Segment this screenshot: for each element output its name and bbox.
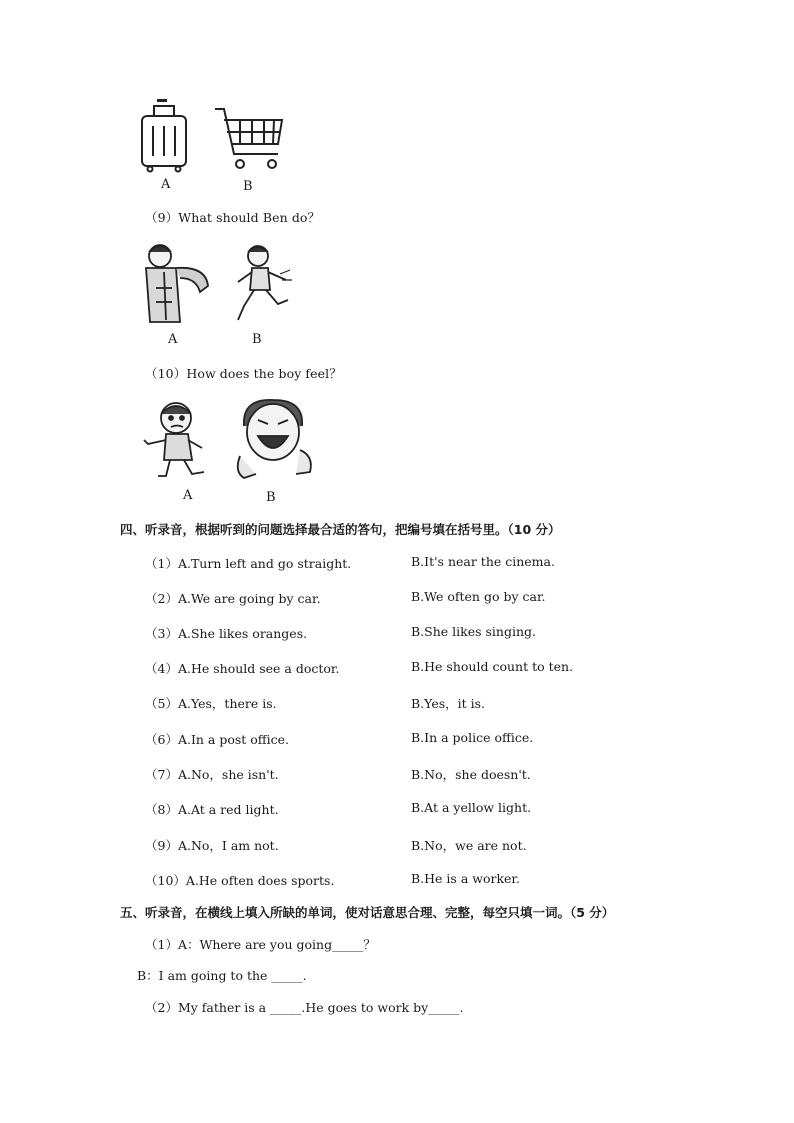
part4-item-2-b: B.We often go by car. [411, 589, 546, 604]
shopping-cart-icon [212, 104, 286, 172]
part4-item-7-b: B.No，she doesn't. [411, 767, 531, 782]
option-a: A.In a post office. [177, 732, 290, 747]
part5-line-1: （1）A：Where are you going_____？ [145, 937, 376, 952]
part4-item-3-b: B.She likes singing. [411, 624, 536, 639]
part4-item-9-b: B.No，we are not. [411, 838, 527, 853]
part4-item-8-b: B.At a yellow light. [411, 800, 532, 815]
option-a: A.Turn left and go straight. [177, 556, 352, 571]
part4-heading: 四、听录音，根据听到的问题选择最合适的答句，把编号填在括号里。（10 分） [120, 522, 561, 537]
item-number: （8） [145, 802, 178, 817]
option-a: A.We are going by car. [177, 591, 321, 606]
part5-line-3: （2）My father is a _____.He goes to work by_____. [145, 1000, 464, 1015]
part4-item-2-a [145, 589, 321, 607]
boy-scared-picture [140, 396, 216, 482]
q10-label-a: A [183, 488, 193, 503]
item-number: （7） [145, 767, 178, 782]
q9-text: What should Ben do？ [178, 210, 321, 225]
suitcase-icon [138, 98, 190, 174]
q9-label-a: A [168, 332, 178, 347]
q10-prompt [145, 364, 342, 382]
part4-item-3-a [145, 624, 307, 642]
item-number: （6） [145, 732, 178, 747]
option-a: A.He often does sports. [185, 873, 335, 888]
part4-item-10-a [145, 871, 334, 889]
q10-number: （10） [145, 366, 187, 381]
q9-number: （9） [145, 210, 179, 225]
part4-item-4-b: B.He should count to ten. [411, 659, 574, 674]
part4-item-6-a [145, 730, 289, 748]
option-a: A.No，she isn't. [177, 767, 279, 782]
q9-prompt [145, 208, 320, 226]
item-number: （9） [145, 838, 178, 853]
q8-label-b: B [243, 179, 253, 194]
item-number: （1） [145, 556, 178, 571]
part4-item-8-a [145, 800, 279, 818]
part4-item-1-b: B.It's near the cinema. [411, 554, 555, 569]
option-a: A.Yes，there is. [177, 696, 277, 711]
item-number: （5） [145, 696, 178, 711]
boy-running-picture [230, 240, 300, 324]
shopping-cart-picture [212, 104, 286, 172]
item-number: （10） [145, 873, 186, 888]
suitcase-picture [138, 98, 190, 174]
q10-text: How does the boy feel？ [186, 366, 342, 381]
q9-label-b: B [252, 332, 262, 347]
option-a: A.She likes oranges. [177, 626, 308, 641]
boy-dressing-picture [136, 238, 214, 326]
q8-label-a: A [161, 177, 171, 192]
boy-running-icon [230, 240, 300, 324]
part4-item-5-a [145, 694, 277, 712]
part4-item-1-a [145, 554, 351, 572]
option-a: A.No，I am not. [177, 838, 279, 853]
item-number: （4） [145, 661, 178, 676]
q10-label-b: B [266, 490, 276, 505]
part4-item-6-b: B.In a police office. [411, 730, 534, 745]
item-number: （2） [145, 591, 178, 606]
scared-boy-icon [140, 396, 216, 482]
part4-item-7-a [145, 765, 279, 783]
laughing-boy-icon [230, 396, 320, 482]
part5-heading: 五、听录音，在横线上填入所缺的单词，使对话意思合理、完整，每空只填一词。（5 分） [120, 905, 615, 920]
part4-item-10-b: B.He is a worker. [411, 871, 520, 886]
part4-item-9-a [145, 836, 279, 854]
option-a: A.He should see a doctor. [177, 661, 340, 676]
part4-item-4-a [145, 659, 340, 677]
item-number: （3） [145, 626, 178, 641]
part4-item-5-b: B.Yes，it is. [411, 696, 486, 711]
part5-line-2: B：I am going to the _____. [137, 968, 307, 983]
option-a: A.At a red light. [177, 802, 279, 817]
boy-laughing-picture [230, 396, 320, 482]
boy-putting-on-coat-icon [136, 238, 214, 326]
